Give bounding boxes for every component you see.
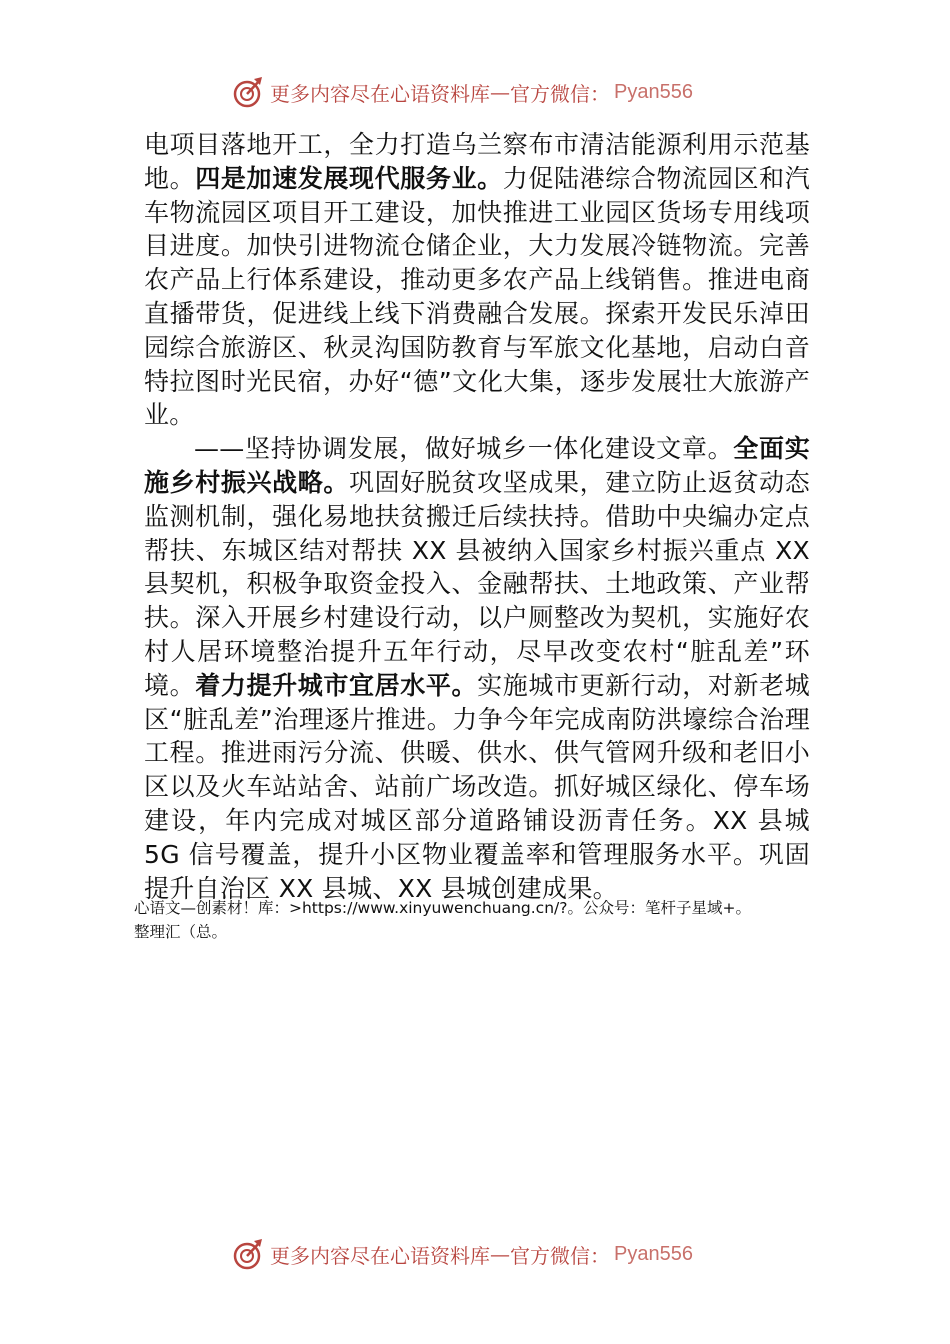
watermark-text: 更多内容尽在心语资料库 [270, 81, 490, 106]
watermark-logo-icon [232, 1237, 266, 1271]
paragraph-1-segment: 力促陆港综合物流园区和汽车物流园区项目开工建设，加快推进工业园区货场专用线项目进度。加快引进物流仓储企业，大力发展冷链物流。完善农产品上行体系建设，推动更多农产品上线销售。推进电商直播带货，促进线上线下消费融合发展。探索开发民乐淖田园综合旅游区、秋灵沟国防教育与军旅文化基地，启动白音特拉图时光民宿，办好“德”文化大集，逐步发展壮大旅游产业。 [144, 163, 810, 430]
source-note [134, 896, 824, 944]
watermark-separator: — [490, 80, 510, 104]
paragraph-2-segment: ——坚持协调发展，做好城乡一体化建设文章。 [194, 434, 734, 464]
paragraph-2-bold-heading: 全面实施乡村振兴战略。 [144, 434, 810, 497]
watermark-label: 官方微信： [510, 1243, 610, 1268]
paragraph-2 [144, 432, 810, 905]
paragraph-1-bold-heading: 四是加速发展现代服务业。 [195, 163, 503, 193]
paragraph-2-bold-heading: 着力提升城市宜居水平。 [195, 670, 478, 700]
paragraph-2-segment: 实施城市更新行动，对新老城区“脏乱差”治理逐片推进。力争今年完成南防洪壕综合治理工程。推进雨污分流、供暖、供水、供气管网升级和老旧小区以及火车站站舍、站前广场改造。抓好城区绿化、停车场建设，年内完成对城区部分道路铺设沥青任务。XX 县城 5G 信号覆盖，提升小区物业覆盖率和管理服务水平。巩固提升自治区 XX 县城、XX 县城创建成果。 [144, 670, 810, 903]
watermark-id: Pyan556 [614, 80, 693, 103]
document-body [144, 128, 810, 905]
watermark-label: 官方微信： [510, 81, 610, 106]
paragraph-1 [144, 128, 810, 432]
watermark-text: 更多内容尽在心语资料库 [270, 1243, 490, 1268]
footer-watermark [232, 1236, 693, 1272]
source-note-line-1: 心语文—创素材！库：>https://www.xinyuwenchuang.cn/?。公众号：笔杆子星域+。 [134, 899, 751, 917]
watermark-id: Pyan556 [614, 1242, 693, 1265]
watermark-logo-icon [232, 75, 266, 109]
watermark-separator: — [490, 1242, 510, 1266]
source-note-line-2: 整理汇（总。 [134, 923, 228, 941]
paragraph-2-segment: 巩固好脱贫攻坚成果，建立防止返贫动态监测机制，强化易地扶贫搬迁后续扶持。借助中央编办定点帮扶、东城区结对帮扶 XX 县被纳入国家乡村振兴重点 XX 县契机，积极争取资金投入、金融帮扶、土地政策、产业帮扶。深入开展乡村建设行动，以户厕整改为契机，实施好农村人居环境整治提升五年行动，尽早改变农村“脏乱差”环境。 [144, 467, 811, 700]
header-watermark [232, 74, 693, 110]
paragraph-1-segment: 电项目落地开工，全力打造乌兰察布市清洁能源利用示范基地。 [144, 130, 810, 193]
